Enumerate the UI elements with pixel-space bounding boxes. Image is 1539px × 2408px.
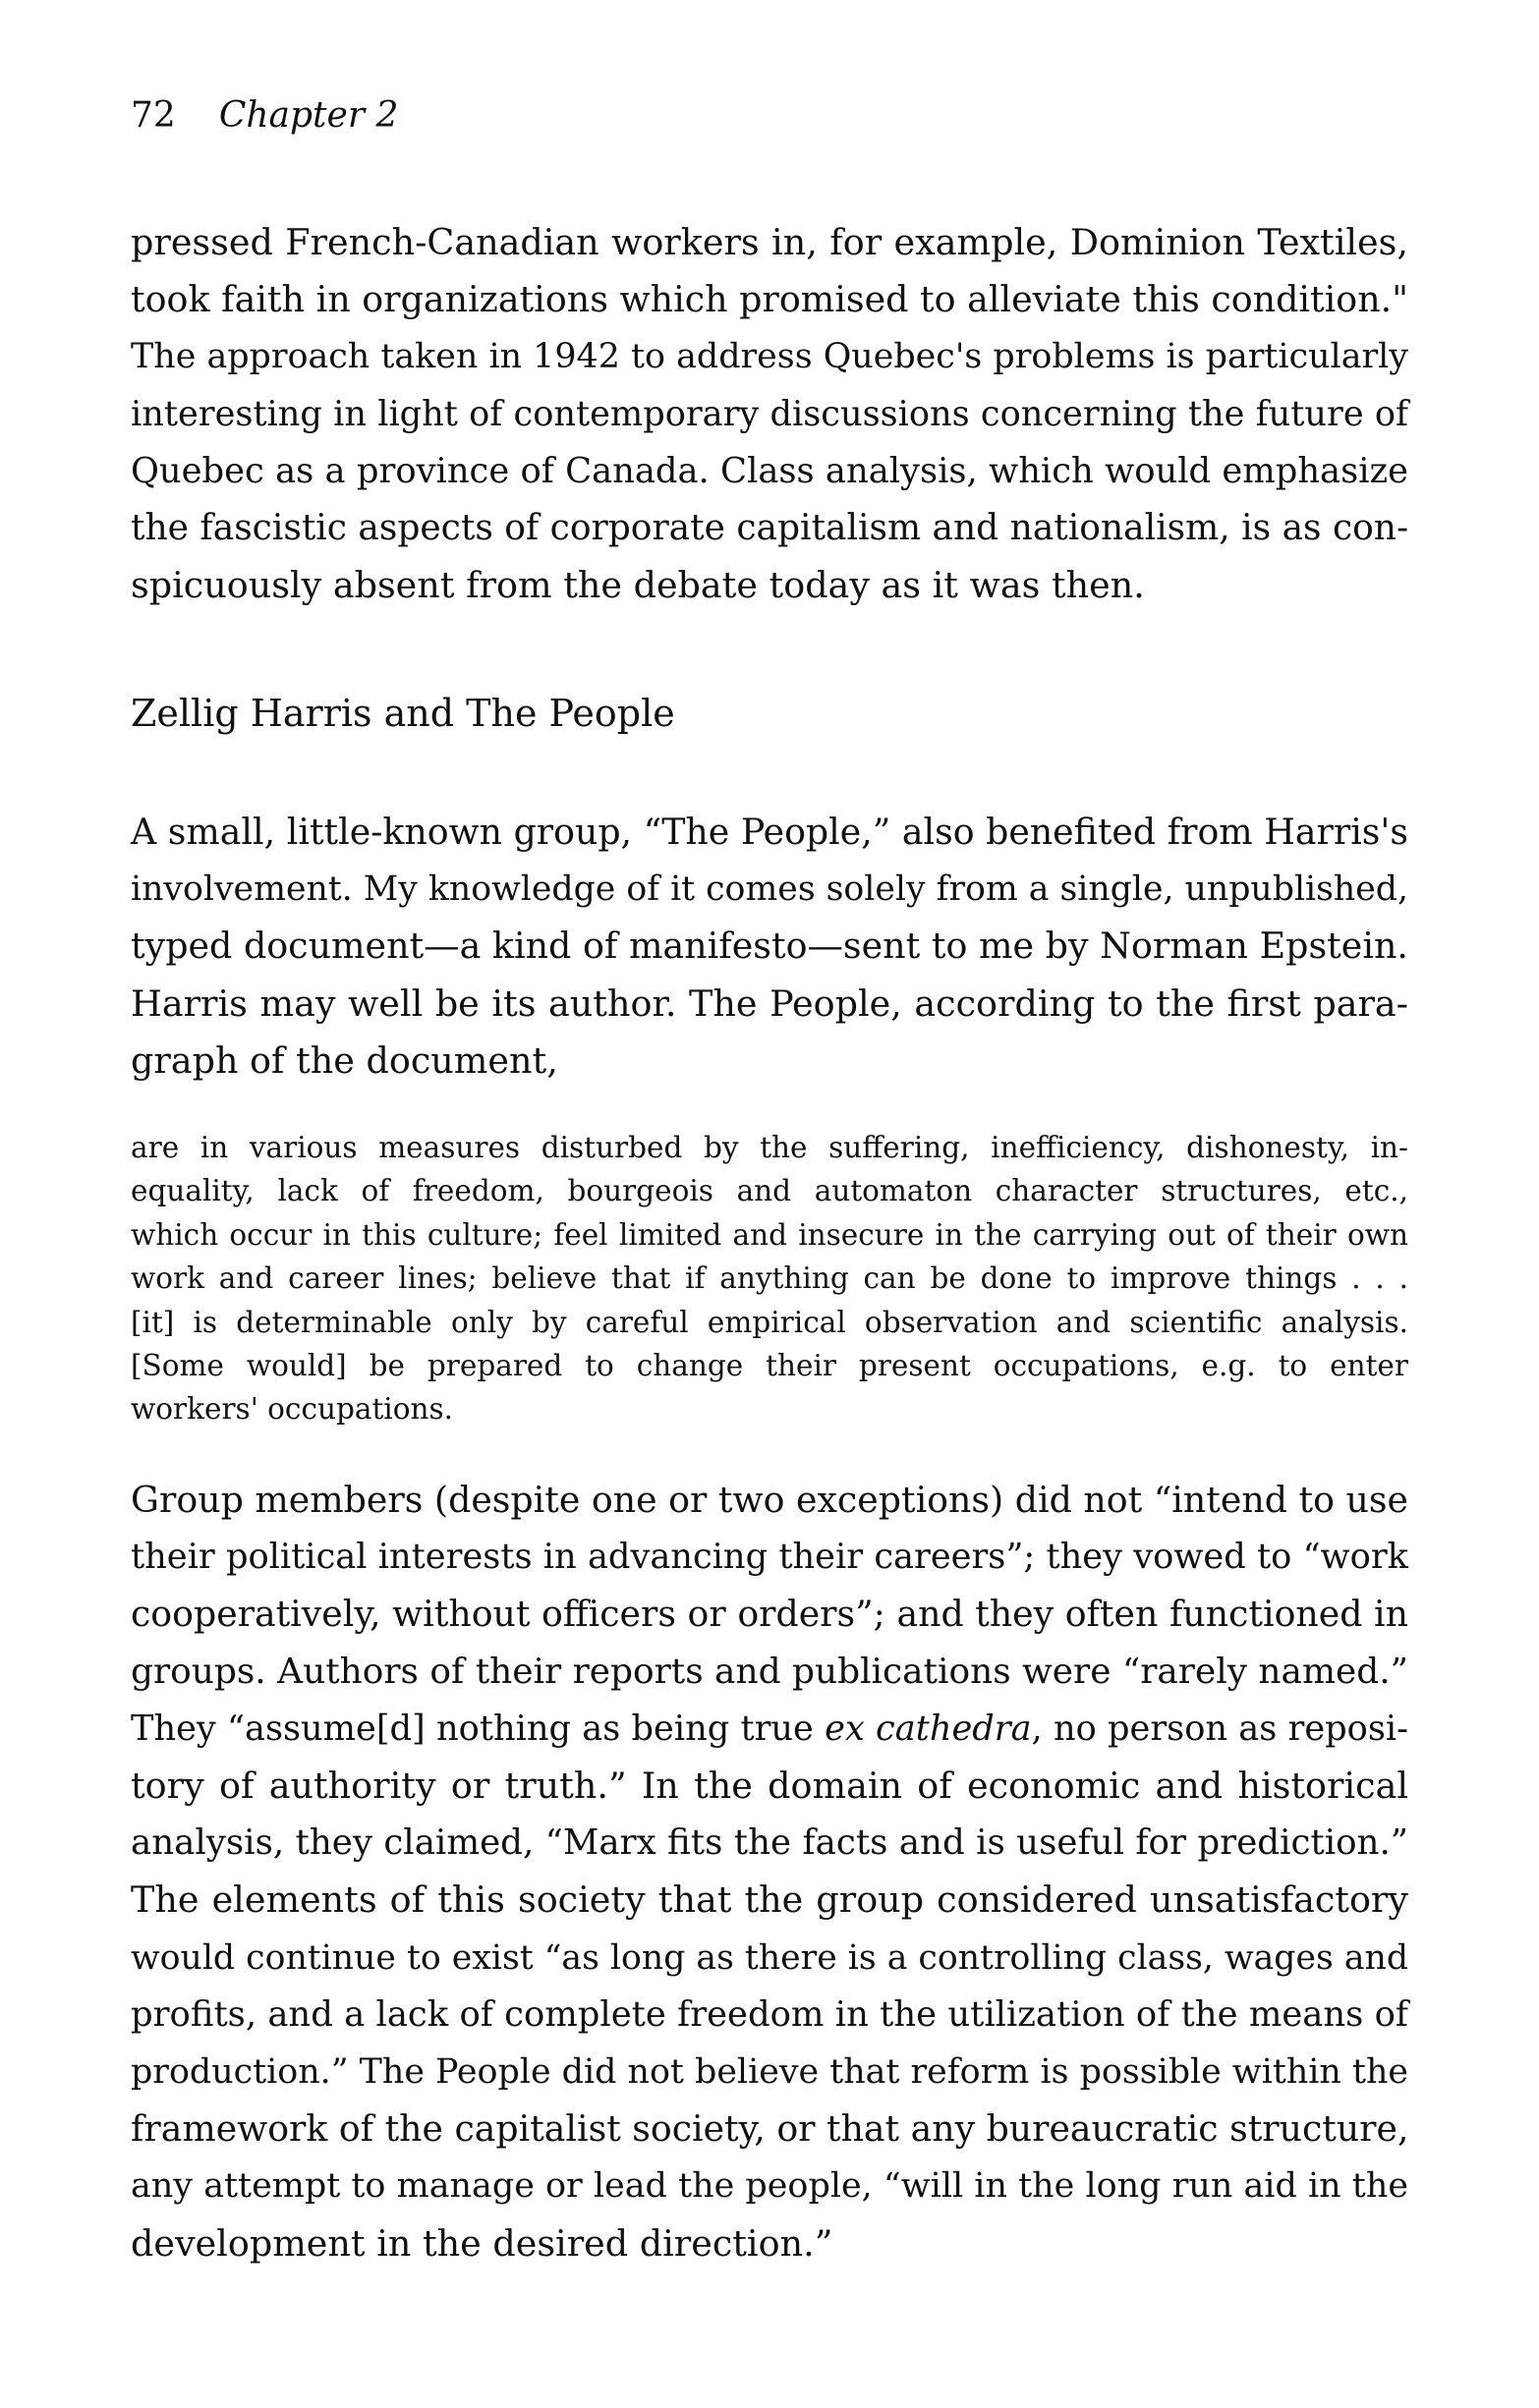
text-line: Group members (despite one or two exceptions) did not “intend to use	[131, 1479, 1408, 1521]
text-line: graph of the document,	[131, 1038, 558, 1082]
text-line: took faith in organizations which promised to alleviate this condition."	[131, 278, 1408, 321]
italic-phrase: ex cathedra	[825, 1708, 1032, 1749]
text-line: framework of the capitalist society, or that any bureaucratic structure,	[131, 2107, 1409, 2151]
quote-line: which occur in this culture; feel limited and insecure in the carrying out of their own	[131, 1217, 1408, 1252]
text-line: groups. Authors of their reports and publications were “rarely named.”	[131, 1651, 1408, 1692]
text-line	[131, 1701, 1408, 1758]
text-line: interesting in light of contemporary discussions concerning the future of	[131, 393, 1408, 434]
chapter-title: Chapter 2	[218, 95, 399, 136]
section-heading: Zellig Harris and The People	[131, 692, 675, 735]
text-line: spicuously absent from the debate today as it was then.	[131, 564, 1145, 607]
text-line: cooperatively, without officers or orders”; and they often functioned in	[131, 1593, 1408, 1636]
text-line: production.” The People did not believe that reform is possible within the	[131, 2052, 1408, 2093]
quote-line: equality, lack of freedom, bourgeois and automaton character structures, etc.,	[131, 1174, 1408, 1208]
paragraph-2	[131, 804, 1408, 1090]
text-line: would continue to exist “as long as there is a controlling class, wages and	[131, 1937, 1408, 1978]
text-line: any attempt to manage or lead the people, “will in the long run aid in the	[131, 2166, 1408, 2207]
text-segment: They “assume[d] nothing as being true	[131, 1708, 826, 1749]
text-line: typed document—a kind of manifesto—sent to me by Norman Epstein.	[131, 924, 1408, 968]
text-segment: , no person as reposi-	[1031, 1708, 1408, 1749]
quote-line: [Some would] be prepared to change their present occupations, e.g. to enter	[131, 1349, 1408, 1383]
page-number: 72	[131, 95, 176, 136]
text-line: Harris may well be its author. The People, according to the first para-	[131, 981, 1408, 1025]
text-line: analysis, they claimed, “Marx fits the facts and is useful for prediction.”	[131, 1822, 1408, 1864]
text-line: A small, little-known group, “The People,” also benefited from Harris's	[131, 811, 1408, 853]
text-line: involvement. My knowledge of it comes solely from a single, unpublished,	[131, 869, 1408, 910]
text-line: development in the desired direction.”	[131, 2221, 833, 2265]
paragraph-3	[131, 1472, 1408, 2272]
running-head	[131, 94, 398, 138]
text-line: the fascistic aspects of corporate capitalism and nationalism, is as con-	[131, 508, 1409, 549]
text-line: Quebec as a province of Canada. Class analysis, which would emphasize	[131, 450, 1408, 491]
paragraph-1	[131, 214, 1408, 614]
text-line: pressed French-Canadian workers in, for example, Dominion Textiles,	[131, 221, 1408, 263]
text-line: tory of authority or truth.” In the domain of economic and historical	[131, 1764, 1408, 1808]
quote-line: workers' occupations.	[131, 1392, 454, 1427]
text-line: profits, and a lack of complete freedom in the utilization of the means of	[131, 1993, 1408, 2035]
quote-line: work and career lines; believe that if anything can be done to improve things . . .	[131, 1261, 1408, 1296]
quote-line: [it] is determinable only by careful empirical observation and scientific analysis.	[131, 1305, 1408, 1339]
quote-line: are in various measures disturbed by the suffering, inefficiency, dishonesty, in-	[131, 1131, 1408, 1164]
text-line: their political interests in advancing their careers”; they vowed to “work	[131, 1537, 1408, 1578]
text-line: The elements of this society that the group considered unsatisfactory	[131, 1878, 1408, 1922]
block-quote	[131, 1126, 1408, 1431]
text-line: The approach taken in 1942 to address Quebec's problems is particularly	[131, 337, 1408, 377]
